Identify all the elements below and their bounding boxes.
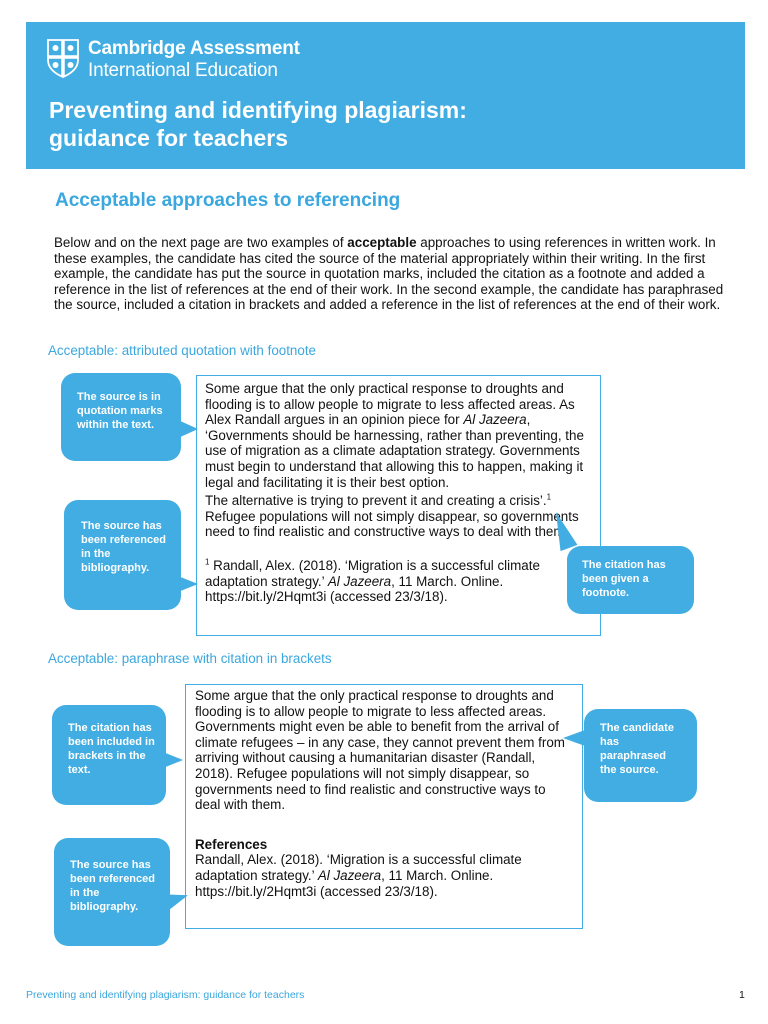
reference-text-start: Randall, Alex. (2018). ‘Migration is a successful climate adaptation strategy.’ xyxy=(195,852,522,883)
callout-quotation-marks xyxy=(61,373,181,461)
callout-footnote xyxy=(567,546,694,614)
callout-bibliography-1 xyxy=(64,500,181,610)
footnote-publication: Al Jazeera xyxy=(327,573,392,589)
example1-footnote xyxy=(205,558,590,605)
callout-brackets-text: The citation has been included in brackets in the text. xyxy=(68,722,155,776)
footer-title: Preventing and identifying plagiarism: guidance for teachers xyxy=(26,989,305,1001)
callout-paraphrased-pointer xyxy=(563,730,585,746)
reference-publication: Al Jazeera xyxy=(317,867,382,883)
callout-bibliography-2-text: The source has been referenced in the bibliography. xyxy=(70,859,155,913)
example1-para2-start: The alternative is trying to prevent it and creating a crisis’. xyxy=(205,493,547,509)
cambridge-logo xyxy=(46,38,300,81)
example2-reference xyxy=(195,852,573,899)
callout-bibliography-1-pointer xyxy=(178,576,198,592)
header-banner xyxy=(26,22,745,169)
references-heading: References xyxy=(195,836,268,852)
callout-quotation-pointer xyxy=(178,420,198,438)
example2-paragraph: Some argue that the only practical response to droughts and flooding is to allow people to migrate to less affected areas. Governments might even be able to benefit from the arrival of climate refugees – in any case, they cannot prevent them from arriving without causing a humanitarian disaster (Randall, 2018). Refugee populations will not simply disappear, so governments need to find realistic and constructive ways to deal with them. xyxy=(195,688,565,813)
intro-text-start: Below and on the next page are two examples of xyxy=(54,235,348,250)
intro-bold-word: acceptable xyxy=(347,235,417,250)
example1-para2-end: Refugee populations will not simply disappear, so governments need to find realistic and constructive ways to deal with them. xyxy=(205,508,579,540)
crest-icon xyxy=(46,38,80,78)
intro-text-end: approaches to using references in written work. In these examples, the candidate has cited the source of the material appropriately within their writing. In the first example, the candidate has put the source in quotation marks, included the citation as a footnote and added a reference in the list of references at the end of their work. In the second example, the candidate has paraphrased the source, included a citation in brackets and added a reference in the list of references at the end of their work. xyxy=(54,235,724,313)
footnote-text-end: , 11 March. Online. https://bit.ly/2Hqmt3i (accessed 23/3/18). xyxy=(205,573,504,605)
callout-quotation-text: The source is in quotation marks within the text. xyxy=(77,391,163,431)
callout-bibliography-1-text: The source has been referenced in the bibliography. xyxy=(81,520,166,574)
callout-citation-brackets xyxy=(52,705,166,805)
example2-box xyxy=(185,684,583,929)
footnote-text-start: Randall, Alex. (2018). ‘Migration is a successful climate adaptation strategy.’ xyxy=(205,557,540,589)
example1-publication: Al Jazeera xyxy=(463,412,527,428)
org-name-line1: Cambridge Assessment xyxy=(88,38,300,59)
example1-para1-start: Some argue that the only practical response to droughts and flooding is to allow people to migrate to less affected areas. As Alex Randall argues in an opinion piece for xyxy=(205,381,575,428)
callout-paraphrased-text: The candidate has paraphrased the source. xyxy=(600,722,674,776)
callout-paraphrased xyxy=(584,709,697,802)
org-name-line2: International Education xyxy=(88,60,278,81)
example2-heading: Acceptable: paraphrase with citation in brackets xyxy=(48,651,332,666)
document-title-line1: Preventing and identifying plagiarism: xyxy=(49,97,467,123)
document-title xyxy=(49,96,467,152)
example1-box xyxy=(196,375,601,636)
example1-para1-end: , ‘Governments should be harnessing, rather than preventing, the use of migration as a climate adaptation strategy. Governments must begin to understand that allowing this to happen, making it legal and facilitating it is their best option. xyxy=(205,412,584,490)
footnote-marker: 1 xyxy=(546,492,552,502)
example1-paragraph2 xyxy=(205,493,590,540)
callout-footnote-text: The citation has been given a footnote. xyxy=(582,559,666,599)
section-title: Acceptable approaches to referencing xyxy=(55,190,401,211)
example1-heading: Acceptable: attributed quotation with footnote xyxy=(48,343,316,358)
footnote-number: 1 xyxy=(205,557,210,567)
intro-paragraph xyxy=(54,235,744,313)
page-number: 1 xyxy=(739,989,745,1001)
callout-bibliography-2 xyxy=(54,838,170,946)
callout-brackets-pointer xyxy=(163,752,183,768)
example1-paragraph1 xyxy=(205,381,590,490)
document-title-line2: guidance for teachers xyxy=(49,125,289,151)
reference-text-end: , 11 March. Online. https://bit.ly/2Hqmt3i (accessed 23/3/18). xyxy=(195,867,494,899)
